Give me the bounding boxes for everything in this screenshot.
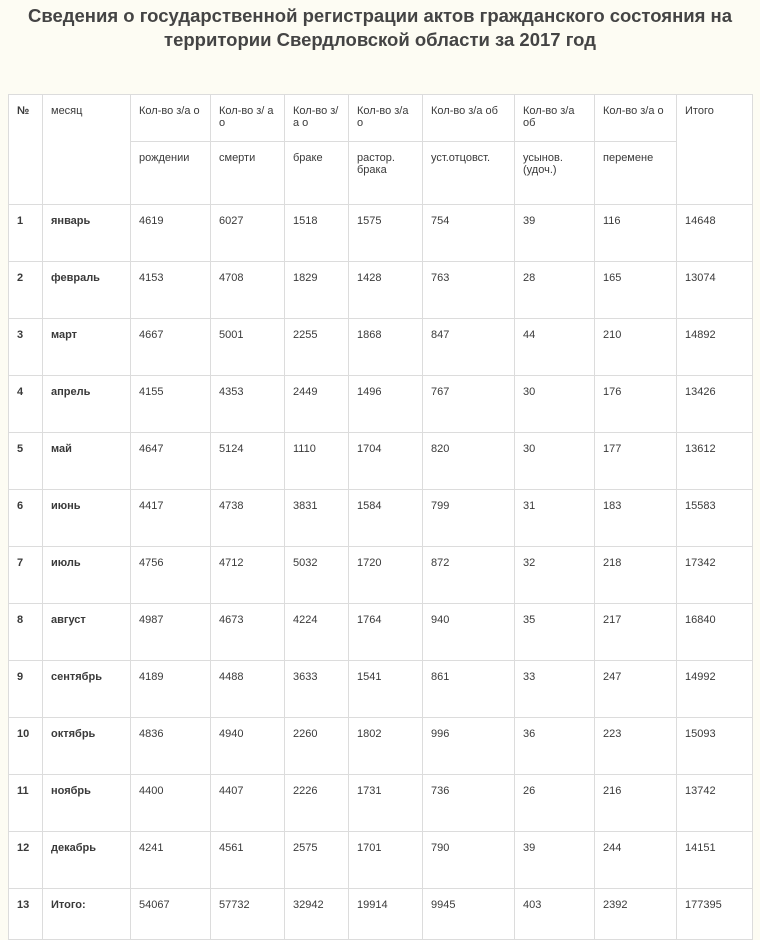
marriage-cell: 2255 xyxy=(285,319,349,376)
row-number-cell: 7 xyxy=(9,547,43,604)
divorce-cell: 1802 xyxy=(349,718,423,775)
row-number-cell: 9 xyxy=(9,661,43,718)
row-number-cell: 13 xyxy=(9,889,43,940)
registration-table xyxy=(8,94,753,940)
month-cell: июнь xyxy=(43,490,131,547)
death-cell: 4561 xyxy=(211,832,285,889)
marriage-cell: 2575 xyxy=(285,832,349,889)
name-change-cell: 244 xyxy=(595,832,677,889)
death-cell: 4712 xyxy=(211,547,285,604)
death-cell: 5124 xyxy=(211,433,285,490)
header-marriage: Кол-во з/а о xyxy=(285,95,349,142)
table-row xyxy=(9,775,753,832)
name-change-cell: 247 xyxy=(595,661,677,718)
total-cell: 13426 xyxy=(677,376,753,433)
adoption-cell: 30 xyxy=(515,433,595,490)
name-change-cell: 2392 xyxy=(595,889,677,940)
adoption-cell: 30 xyxy=(515,376,595,433)
page-title xyxy=(0,4,760,52)
header-month: месяц xyxy=(43,95,131,205)
paternity-cell: 820 xyxy=(423,433,515,490)
row-number-cell: 5 xyxy=(9,433,43,490)
subheader-adoption: усынов. (удоч.) xyxy=(515,142,595,205)
birth-cell: 4619 xyxy=(131,205,211,262)
marriage-cell: 32942 xyxy=(285,889,349,940)
row-number-cell: 1 xyxy=(9,205,43,262)
name-change-cell: 177 xyxy=(595,433,677,490)
month-cell: октябрь xyxy=(43,718,131,775)
name-change-cell: 183 xyxy=(595,490,677,547)
table-row xyxy=(9,661,753,718)
paternity-cell: 940 xyxy=(423,604,515,661)
birth-cell: 4647 xyxy=(131,433,211,490)
row-number-cell: 2 xyxy=(9,262,43,319)
name-change-cell: 116 xyxy=(595,205,677,262)
death-cell: 5001 xyxy=(211,319,285,376)
header-total: Итого xyxy=(677,95,753,205)
marriage-cell: 3633 xyxy=(285,661,349,718)
header-adoption: Кол-во з/а об xyxy=(515,95,595,142)
table-row xyxy=(9,319,753,376)
page-title-line-1: Сведения о государственной регистрации актов гражданского состояния на xyxy=(27,5,733,26)
table-row xyxy=(9,433,753,490)
divorce-cell: 1701 xyxy=(349,832,423,889)
death-cell: 4353 xyxy=(211,376,285,433)
page-title-line-2: территории Свердловской области за 2017 год xyxy=(164,29,596,50)
paternity-cell: 763 xyxy=(423,262,515,319)
death-cell: 4738 xyxy=(211,490,285,547)
row-number-cell: 11 xyxy=(9,775,43,832)
birth-cell: 4155 xyxy=(131,376,211,433)
month-cell: сентябрь xyxy=(43,661,131,718)
marriage-cell: 5032 xyxy=(285,547,349,604)
marriage-cell: 1829 xyxy=(285,262,349,319)
header-death: Кол-во з/ а о xyxy=(211,95,285,142)
row-number-cell: 4 xyxy=(9,376,43,433)
divorce-cell: 19914 xyxy=(349,889,423,940)
paternity-cell: 736 xyxy=(423,775,515,832)
table-row xyxy=(9,376,753,433)
divorce-cell: 1868 xyxy=(349,319,423,376)
month-cell: ноябрь xyxy=(43,775,131,832)
month-cell: май xyxy=(43,433,131,490)
paternity-cell: 847 xyxy=(423,319,515,376)
divorce-cell: 1584 xyxy=(349,490,423,547)
row-number-cell: 6 xyxy=(9,490,43,547)
marriage-cell: 2260 xyxy=(285,718,349,775)
divorce-cell: 1575 xyxy=(349,205,423,262)
month-cell: декабрь xyxy=(43,832,131,889)
name-change-cell: 218 xyxy=(595,547,677,604)
table-row xyxy=(9,718,753,775)
name-change-cell: 210 xyxy=(595,319,677,376)
paternity-cell: 872 xyxy=(423,547,515,604)
death-cell: 4673 xyxy=(211,604,285,661)
row-number-cell: 12 xyxy=(9,832,43,889)
birth-cell: 4241 xyxy=(131,832,211,889)
divorce-cell: 1704 xyxy=(349,433,423,490)
birth-cell: 4836 xyxy=(131,718,211,775)
header-birth: Кол-во з/а о xyxy=(131,95,211,142)
death-cell: 4708 xyxy=(211,262,285,319)
death-cell: 57732 xyxy=(211,889,285,940)
adoption-cell: 32 xyxy=(515,547,595,604)
subheader-divorce: растор. брака xyxy=(349,142,423,205)
name-change-cell: 223 xyxy=(595,718,677,775)
divorce-cell: 1731 xyxy=(349,775,423,832)
subheader-death: смерти xyxy=(211,142,285,205)
divorce-cell: 1496 xyxy=(349,376,423,433)
birth-cell: 4153 xyxy=(131,262,211,319)
table-row xyxy=(9,889,753,940)
header-name-change: Кол-во з/а о xyxy=(595,95,677,142)
adoption-cell: 26 xyxy=(515,775,595,832)
table-row xyxy=(9,205,753,262)
adoption-cell: 33 xyxy=(515,661,595,718)
month-cell: Итого: xyxy=(43,889,131,940)
marriage-cell: 2226 xyxy=(285,775,349,832)
total-cell: 16840 xyxy=(677,604,753,661)
table-row xyxy=(9,490,753,547)
birth-cell: 4400 xyxy=(131,775,211,832)
adoption-cell: 36 xyxy=(515,718,595,775)
death-cell: 4407 xyxy=(211,775,285,832)
adoption-cell: 44 xyxy=(515,319,595,376)
month-cell: январь xyxy=(43,205,131,262)
month-cell: апрель xyxy=(43,376,131,433)
marriage-cell: 1110 xyxy=(285,433,349,490)
name-change-cell: 217 xyxy=(595,604,677,661)
divorce-cell: 1541 xyxy=(349,661,423,718)
total-cell: 14151 xyxy=(677,832,753,889)
birth-cell: 4417 xyxy=(131,490,211,547)
total-cell: 13074 xyxy=(677,262,753,319)
birth-cell: 4756 xyxy=(131,547,211,604)
marriage-cell: 4224 xyxy=(285,604,349,661)
adoption-cell: 39 xyxy=(515,832,595,889)
total-cell: 14892 xyxy=(677,319,753,376)
subheader-marriage: браке xyxy=(285,142,349,205)
birth-cell: 4667 xyxy=(131,319,211,376)
header-paternity: Кол-во з/а об xyxy=(423,95,515,142)
month-cell: март xyxy=(43,319,131,376)
marriage-cell: 3831 xyxy=(285,490,349,547)
paternity-cell: 754 xyxy=(423,205,515,262)
marriage-cell: 1518 xyxy=(285,205,349,262)
paternity-cell: 767 xyxy=(423,376,515,433)
adoption-cell: 35 xyxy=(515,604,595,661)
paternity-cell: 996 xyxy=(423,718,515,775)
table-row xyxy=(9,262,753,319)
header-divorce: Кол-во з/а о xyxy=(349,95,423,142)
divorce-cell: 1764 xyxy=(349,604,423,661)
name-change-cell: 176 xyxy=(595,376,677,433)
birth-cell: 4987 xyxy=(131,604,211,661)
table-header xyxy=(9,95,753,205)
table-row xyxy=(9,547,753,604)
month-cell: июль xyxy=(43,547,131,604)
divorce-cell: 1720 xyxy=(349,547,423,604)
total-cell: 14648 xyxy=(677,205,753,262)
header-row xyxy=(9,95,753,142)
table-row xyxy=(9,832,753,889)
row-number-cell: 8 xyxy=(9,604,43,661)
death-cell: 6027 xyxy=(211,205,285,262)
paternity-cell: 790 xyxy=(423,832,515,889)
paternity-cell: 799 xyxy=(423,490,515,547)
total-cell: 17342 xyxy=(677,547,753,604)
birth-cell: 4189 xyxy=(131,661,211,718)
paternity-cell: 861 xyxy=(423,661,515,718)
death-cell: 4940 xyxy=(211,718,285,775)
subheader-birth: рождении xyxy=(131,142,211,205)
adoption-cell: 31 xyxy=(515,490,595,547)
total-cell: 177395 xyxy=(677,889,753,940)
divorce-cell: 1428 xyxy=(349,262,423,319)
name-change-cell: 216 xyxy=(595,775,677,832)
month-cell: февраль xyxy=(43,262,131,319)
subheader-paternity: уст.отцовст. xyxy=(423,142,515,205)
marriage-cell: 2449 xyxy=(285,376,349,433)
paternity-cell: 9945 xyxy=(423,889,515,940)
month-cell: август xyxy=(43,604,131,661)
header-number: № xyxy=(9,95,43,205)
row-number-cell: 10 xyxy=(9,718,43,775)
total-cell: 13742 xyxy=(677,775,753,832)
adoption-cell: 39 xyxy=(515,205,595,262)
adoption-cell: 403 xyxy=(515,889,595,940)
total-cell: 15583 xyxy=(677,490,753,547)
table-row xyxy=(9,604,753,661)
birth-cell: 54067 xyxy=(131,889,211,940)
row-number-cell: 3 xyxy=(9,319,43,376)
death-cell: 4488 xyxy=(211,661,285,718)
total-cell: 15093 xyxy=(677,718,753,775)
total-cell: 14992 xyxy=(677,661,753,718)
adoption-cell: 28 xyxy=(515,262,595,319)
table-body xyxy=(9,205,753,940)
name-change-cell: 165 xyxy=(595,262,677,319)
subheader-name-change: перемене xyxy=(595,142,677,205)
total-cell: 13612 xyxy=(677,433,753,490)
